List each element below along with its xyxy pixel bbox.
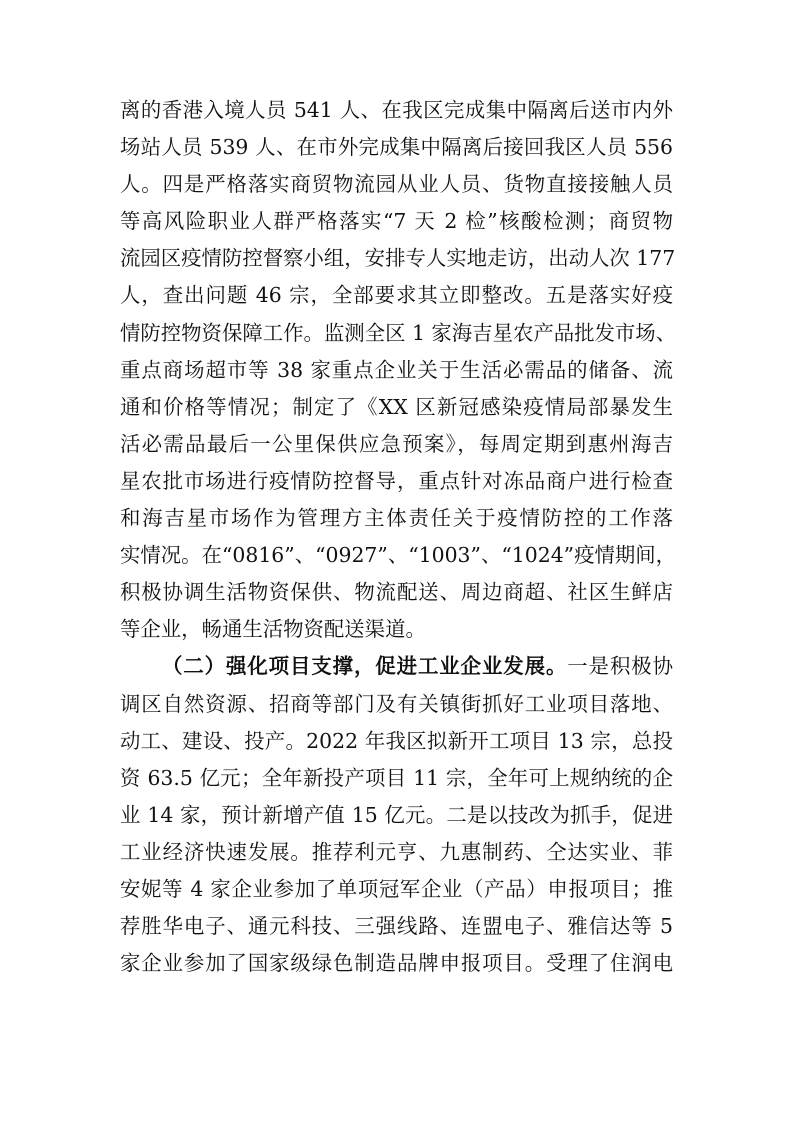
text-line: 家企业参加了国家级绿色制造品牌申报项目。受理了住润电 [120, 951, 673, 976]
text-line: 积极协调生活物资保供、物流配送、周边商超、社区生鲜店 [120, 580, 673, 605]
body-text [120, 92, 677, 982]
text-line: 情防控物资保障工作。监测全区 1 家海吉星农产品批发市场、 [120, 320, 677, 345]
section-heading-line [120, 648, 673, 685]
text-line: 和海吉星市场作为管理方主体责任关于疫情防控的工作落 [120, 506, 673, 531]
text-line: 等企业，畅通生活物资配送渠道。 [120, 617, 426, 642]
text-line: 等高风险职业人群严格落实“7 天 2 检”核酸检测；商贸物 [120, 209, 673, 234]
text-line: 工业经济快速发展。推荐利元亨、九惠制药、仝达实业、菲 [120, 839, 673, 864]
text-line: 资 63.5 亿元；全年新投产项目 11 宗，全年可上规纳统的企 [120, 765, 673, 790]
paragraph-continuation [120, 92, 677, 648]
text-line: 人，查出问题 46 宗，全部要求其立即整改。五是落实好疫 [120, 283, 673, 308]
text-line: 场站人员 539 人、在市外完成集中隔离后接回我区人员 556 [120, 135, 673, 160]
text-line: 荐胜华电子、通元科技、三强线路、连盟电子、雅信达等 5 [120, 914, 673, 939]
text-run: 一是积极协 [567, 654, 674, 679]
section-heading: （二）强化项目支撑，促进工业企业发展。 [162, 654, 568, 679]
text-line: 安妮等 4 家企业参加了单项冠军企业（产品）申报项目；推 [120, 876, 673, 901]
text-line: 活必需品最后一公里保供应急预案》，每周定期到惠州海吉 [120, 431, 673, 456]
text-line: 调区自然资源、招商等部门及有关镇街抓好工业项目落地、 [120, 691, 673, 716]
text-line: 人。四是严格落实商贸物流园从业人员、货物直接接触人员 [120, 172, 673, 197]
text-line: 离的香港入境人员 541 人、在我区完成集中隔离后送市内外 [120, 98, 673, 122]
text-line: 通和价格等情况；制定了《XX 区新冠感染疫情局部暴发生 [120, 394, 673, 419]
text-line: 星农批市场进行疫情防控督导，重点针对冻品商户进行检查 [120, 468, 673, 493]
text-line: 业 14 家，预计新增产值 15 亿元。二是以技改为抓手，促进 [120, 802, 673, 827]
text-line: 动工、建设、投产。2022 年我区拟新开工项目 13 宗，总投 [120, 728, 673, 753]
text-line: 流园区疫情防控督察小组，安排专人实地走访，出动人次 177 [120, 246, 676, 271]
text-line: 重点商场超市等 38 家重点企业关于生活必需品的储备、流 [120, 357, 673, 382]
paragraph-project-support [120, 648, 673, 982]
text-line: 实情况。在“0816”、“0927”、“1003”、“1024”疫情期间， [120, 543, 677, 568]
